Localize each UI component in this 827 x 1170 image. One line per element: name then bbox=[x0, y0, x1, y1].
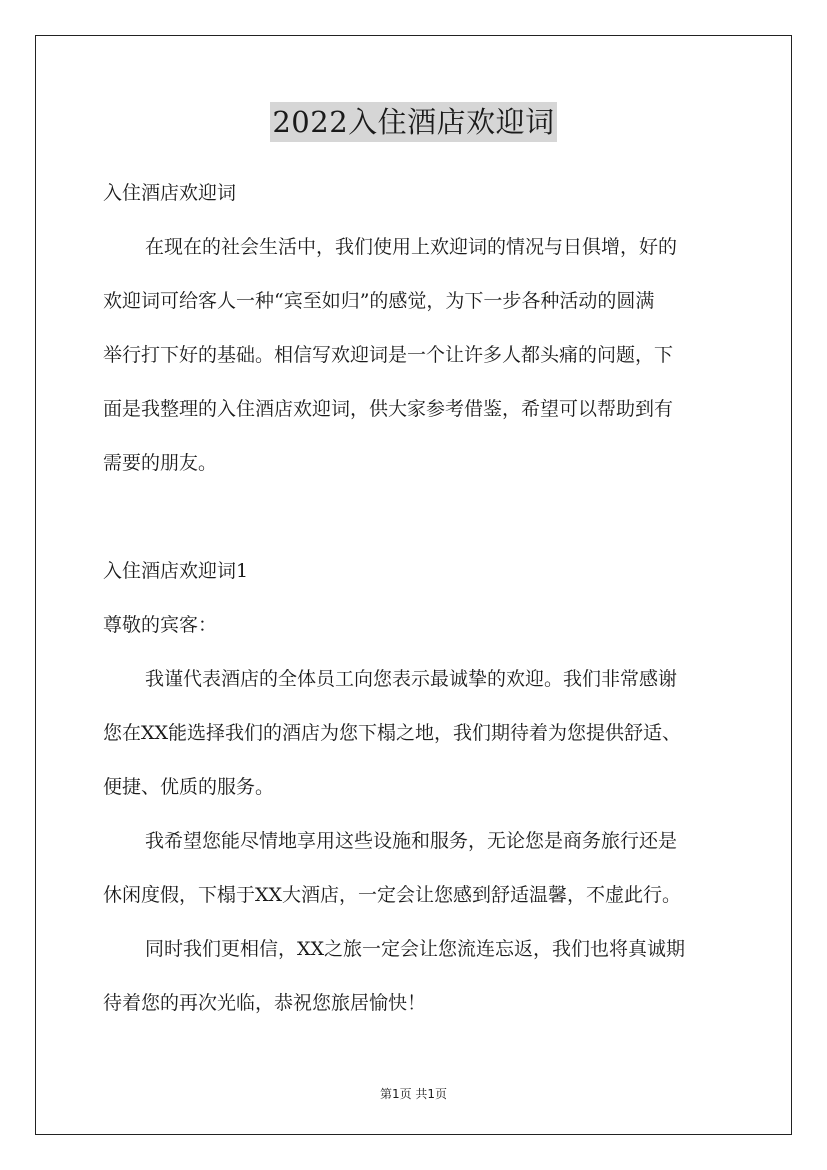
page-footer: 第1页 共1页 bbox=[379, 1087, 448, 1101]
paragraph3-line-1: 同时我们更相信，XX之旅一定会让您流连忘返，我们也将真诚期 bbox=[145, 938, 686, 960]
intro-line-4: 面是我整理的入住酒店欢迎词，供大家参考借鉴，希望可以帮助到有 bbox=[103, 398, 674, 420]
paragraph2-line-1: 我希望您能尽情地享用这些设施和服务，无论您是商务旅行还是 bbox=[145, 830, 678, 852]
paragraph3-line-2: 待着您的再次光临，恭祝您旅居愉快！ bbox=[103, 992, 427, 1014]
document-title-wrapper bbox=[0, 102, 827, 147]
paragraph1-line-2: 您在XX能选择我们的酒店为您下榻之地，我们期待着为您提供舒适、 bbox=[103, 722, 682, 744]
salutation: 尊敬的宾客： bbox=[103, 614, 218, 636]
paragraph1-line-1: 我谨代表酒店的全体员工向您表示最诚挚的欢迎。我们非常感谢 bbox=[145, 668, 678, 690]
document-subtitle: 入住酒店欢迎词 bbox=[103, 182, 237, 204]
intro-line-5: 需要的朋友。 bbox=[103, 452, 218, 474]
section-heading: 入住酒店欢迎词1 bbox=[103, 560, 249, 582]
paragraph1-line-3: 便捷、优质的服务。 bbox=[103, 776, 275, 798]
intro-line-3: 举行打下好的基础。相信写欢迎词是一个让许多人都头痛的问题，下 bbox=[103, 344, 674, 366]
intro-line-1: 在现在的社会生活中，我们使用上欢迎词的情况与日俱增，好的 bbox=[145, 236, 678, 258]
paragraph2-line-2: 休闲度假，下榻于XX大酒店，一定会让您感到舒适温馨，不虚此行。 bbox=[103, 884, 682, 906]
document-title: 2022入住酒店欢迎词 bbox=[270, 102, 556, 142]
intro-line-2: 欢迎词可给客人一种“宾至如归”的感觉，为下一步各种活动的圆满 bbox=[103, 290, 655, 312]
